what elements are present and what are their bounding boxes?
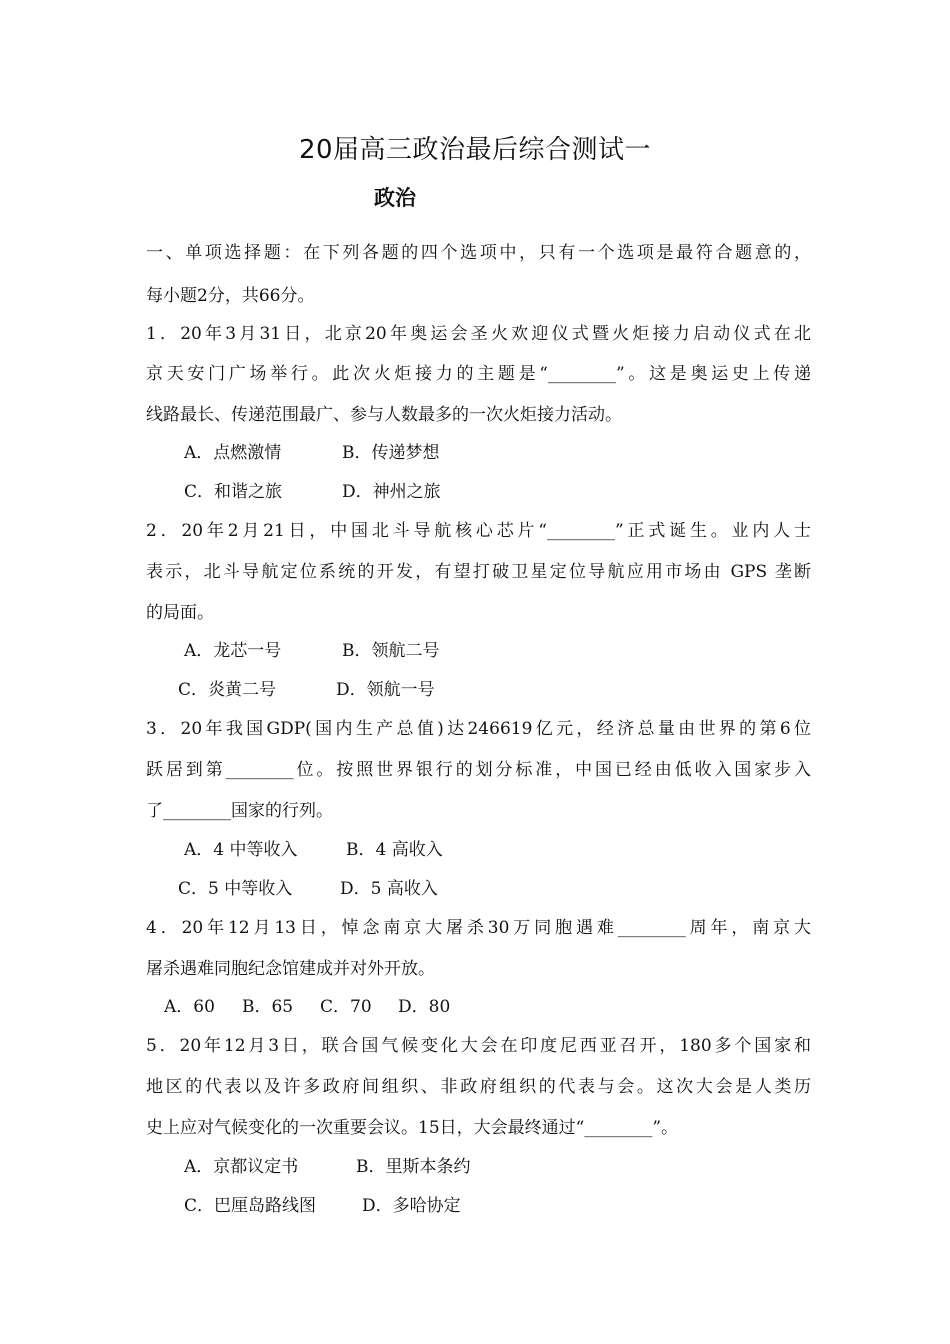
question-3-options-row-2 — [146, 877, 811, 901]
question-5-line-1: 5．20年12月3日，联合国气候变化大会在印度尼西亚召开，180多个国家和 — [146, 1036, 811, 1056]
option-a: A．京都议定书 — [184, 1157, 299, 1177]
question-2-options-row-1 — [146, 639, 811, 663]
option-a: A．点燃激情 — [184, 443, 282, 463]
question-5-line-3: 史上应对气候变化的一次重要会议。15日，大会最终通过“________”。 — [146, 1118, 679, 1138]
question-4-options-row — [146, 995, 811, 1019]
question-1-options-row-2 — [146, 480, 811, 504]
option-c: C．巴厘岛路线图 — [184, 1196, 317, 1216]
question-2-line-1: 2．20年2月21日，中国北斗导航核心芯片“________”正式诞生。业内人士 — [146, 521, 811, 541]
option-c: C．5 中等收入 — [178, 879, 293, 899]
question-3-line-2: 跃居到第________位。按照世界银行的划分标准，中国已经由低收入国家步入 — [146, 760, 811, 780]
question-4-line-1: 4．20年12月13日，悼念南京大屠杀30万同胞遇难________周年，南京大 — [146, 918, 811, 938]
option-c: C．和谐之旅 — [184, 482, 283, 502]
page-title: 20届高三政治最后综合测试一 — [298, 135, 652, 165]
question-3-line-3: 了________国家的行列。 — [146, 801, 333, 821]
option-b: B．领航二号 — [342, 641, 440, 661]
option-d: D．多哈协定 — [362, 1196, 461, 1216]
option-d: D．80 — [398, 997, 451, 1017]
page-subtitle: 政治 — [374, 186, 416, 210]
question-2-line-2: 表示，北斗导航定位系统的开发，有望打破卫星定位导航应用市场由 GPS 垄断 — [146, 562, 811, 582]
option-a: A．龙芯一号 — [184, 641, 282, 661]
question-1-line-1: 1．20年3月31日，北京20年奥运会圣火欢迎仪式暨火炬接力启动仪式在北 — [146, 324, 811, 344]
question-1-line-2: 京天安门广场举行。此次火炬接力的主题是“________”。这是奥运史上传递 — [146, 364, 811, 384]
question-3-options-row-1 — [146, 838, 811, 862]
option-a: A．4 中等收入 — [184, 840, 298, 860]
question-2-options-row-2 — [146, 678, 811, 702]
question-5-line-2: 地区的代表以及许多政府间组织、非政府组织的代表与会。这次大会是人类历 — [146, 1077, 811, 1097]
question-5-options-row-1 — [146, 1155, 811, 1179]
question-3-line-1: 3．20年我国GDP(国内生产总值)达246619亿元，经济总量由世界的第6位 — [146, 719, 811, 739]
section-intro-line-2: 每小题2分，共66分。 — [146, 286, 315, 306]
question-1-options-row-1 — [146, 441, 811, 465]
question-4-line-2: 屠杀遇难同胞纪念馆建成并对外开放。 — [146, 959, 435, 979]
option-d: D．神州之旅 — [342, 482, 441, 502]
section-intro-line-1: 一、单项选择题：在下列各题的四个选项中，只有一个选项是最符合题意的， — [146, 243, 811, 263]
option-b: B．传递梦想 — [342, 443, 440, 463]
question-5-options-row-2 — [146, 1194, 811, 1218]
option-d: D．5 高收入 — [340, 879, 438, 899]
option-c: C．70 — [320, 997, 372, 1017]
question-2-line-3: 的局面。 — [146, 603, 214, 623]
option-a: A．60 — [164, 997, 215, 1017]
option-b: B．里斯本条约 — [356, 1157, 471, 1177]
option-c: C．炎黄二号 — [178, 680, 277, 700]
question-1-line-3: 线路最长、传递范围最广、参与人数最多的一次火炬接力活动。 — [146, 405, 622, 425]
option-d: D．领航一号 — [336, 680, 435, 700]
option-b: B．4 高收入 — [346, 840, 443, 860]
option-b: B．65 — [242, 997, 294, 1017]
